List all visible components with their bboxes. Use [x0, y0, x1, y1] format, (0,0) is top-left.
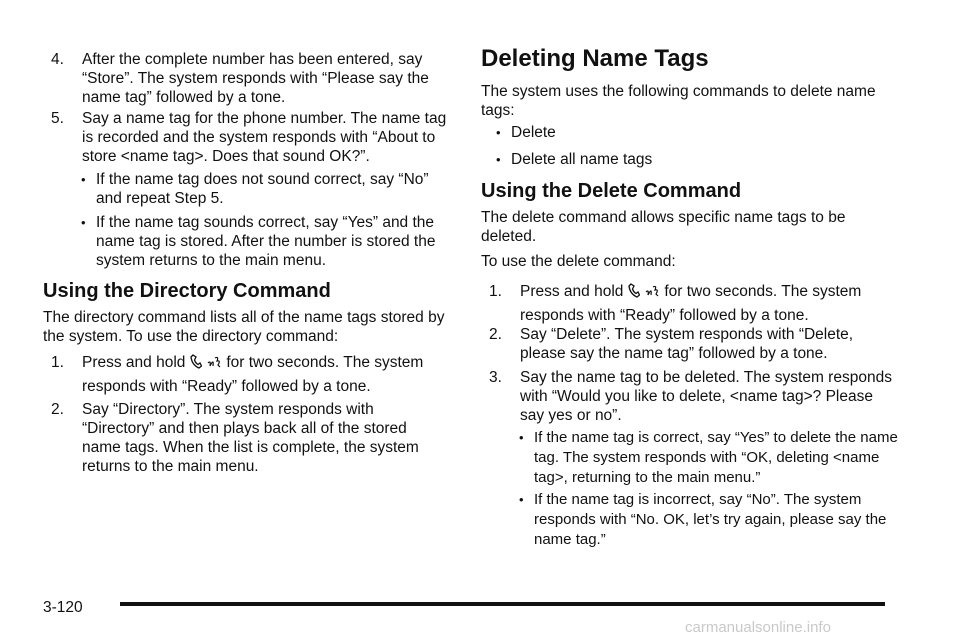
step-text: Press and hold	[82, 354, 186, 371]
step-1	[51, 353, 449, 395]
phone-icon	[628, 283, 640, 303]
watermark: carmanualsonline.info	[685, 619, 831, 636]
step-text: for two seconds. The system	[664, 283, 862, 300]
step-number: 2.	[51, 401, 64, 418]
step-number: 3.	[489, 369, 502, 386]
step-3	[489, 368, 901, 428]
voice-icon	[206, 354, 222, 374]
bullet-text: If the name tag sounds correct, say “Yes” and the name tag is stored. After the number is stored the system returns to the main menu.	[96, 214, 436, 269]
step-text: responds with “Ready” followed by a tone.	[82, 378, 371, 395]
bullet-text: Delete	[511, 124, 556, 141]
phone-icon	[190, 354, 202, 374]
section-intro: The system uses the following commands to delete name tags:	[481, 83, 876, 119]
step-2	[489, 325, 901, 365]
section-intro: The directory command lists all of the name tags stored by the system. To use the directory command:	[43, 309, 445, 345]
section-description: The delete command allows specific name tags to be deleted.	[481, 209, 846, 245]
step-text: Say the name tag to be deleted. The system responds with “Would you like to delete, <name tag>? Please say yes or no”.	[520, 369, 892, 424]
bullet-icon: •	[81, 215, 86, 230]
step-text: After the complete number has been entered, say “Store”. The system responds with “Please say the name tag” followed by a tone.	[82, 51, 429, 106]
step-text: Press and hold	[520, 283, 624, 300]
step-text: Say “Delete”. The system responds with “Delete, please say the name tag” followed by a tone.	[520, 326, 854, 362]
bullet-icon: •	[519, 492, 524, 507]
bullet-icon: •	[496, 125, 501, 140]
bullet-text: Delete all name tags	[511, 151, 653, 168]
step-4	[51, 50, 449, 110]
step-number: 2.	[489, 326, 502, 343]
step-number: 5.	[51, 110, 64, 127]
bullet-icon: •	[519, 430, 524, 445]
bullet-text: If the name tag is correct, say “Yes” to delete the name tag. The system responds with “OK, deleting <name tag>, returning to the main menu.”	[534, 429, 898, 486]
bullet-text: If the name tag is incorrect, say “No”. The system responds with “No. OK, let’s try again, please say the name tag.”	[534, 491, 887, 548]
bullet-icon: •	[81, 172, 86, 187]
step-5	[51, 109, 449, 169]
step-text: Say “Directory”. The system responds with “Directory” and then plays back all of the stored name tags. When the list is complete, the system returns to the main menu.	[82, 401, 419, 475]
step-number: 1.	[51, 354, 64, 371]
page-number: 3-120	[43, 599, 83, 616]
section-lead: To use the delete command:	[481, 253, 676, 270]
step-number: 4.	[51, 51, 64, 68]
voice-icon	[644, 283, 660, 303]
step-number: 1.	[489, 283, 502, 300]
bullet-icon: •	[496, 152, 501, 167]
step-1	[489, 282, 901, 324]
step-text: responds with “Ready” followed by a tone.	[520, 307, 809, 324]
section-heading: Using the Delete Command	[481, 180, 742, 202]
step-text: Say a name tag for the phone number. The name tag is recorded and the system responds with “About to store <name tag>. Does that sound OK?”.	[82, 110, 447, 165]
step-text: for two seconds. The system	[226, 354, 424, 371]
bullet-text: If the name tag does not sound correct, say “No” and repeat Step 5.	[96, 171, 429, 207]
section-heading: Using the Directory Command	[43, 280, 331, 302]
footer-divider	[120, 602, 885, 606]
step-2	[51, 400, 449, 480]
page-title: Deleting Name Tags	[481, 45, 709, 72]
